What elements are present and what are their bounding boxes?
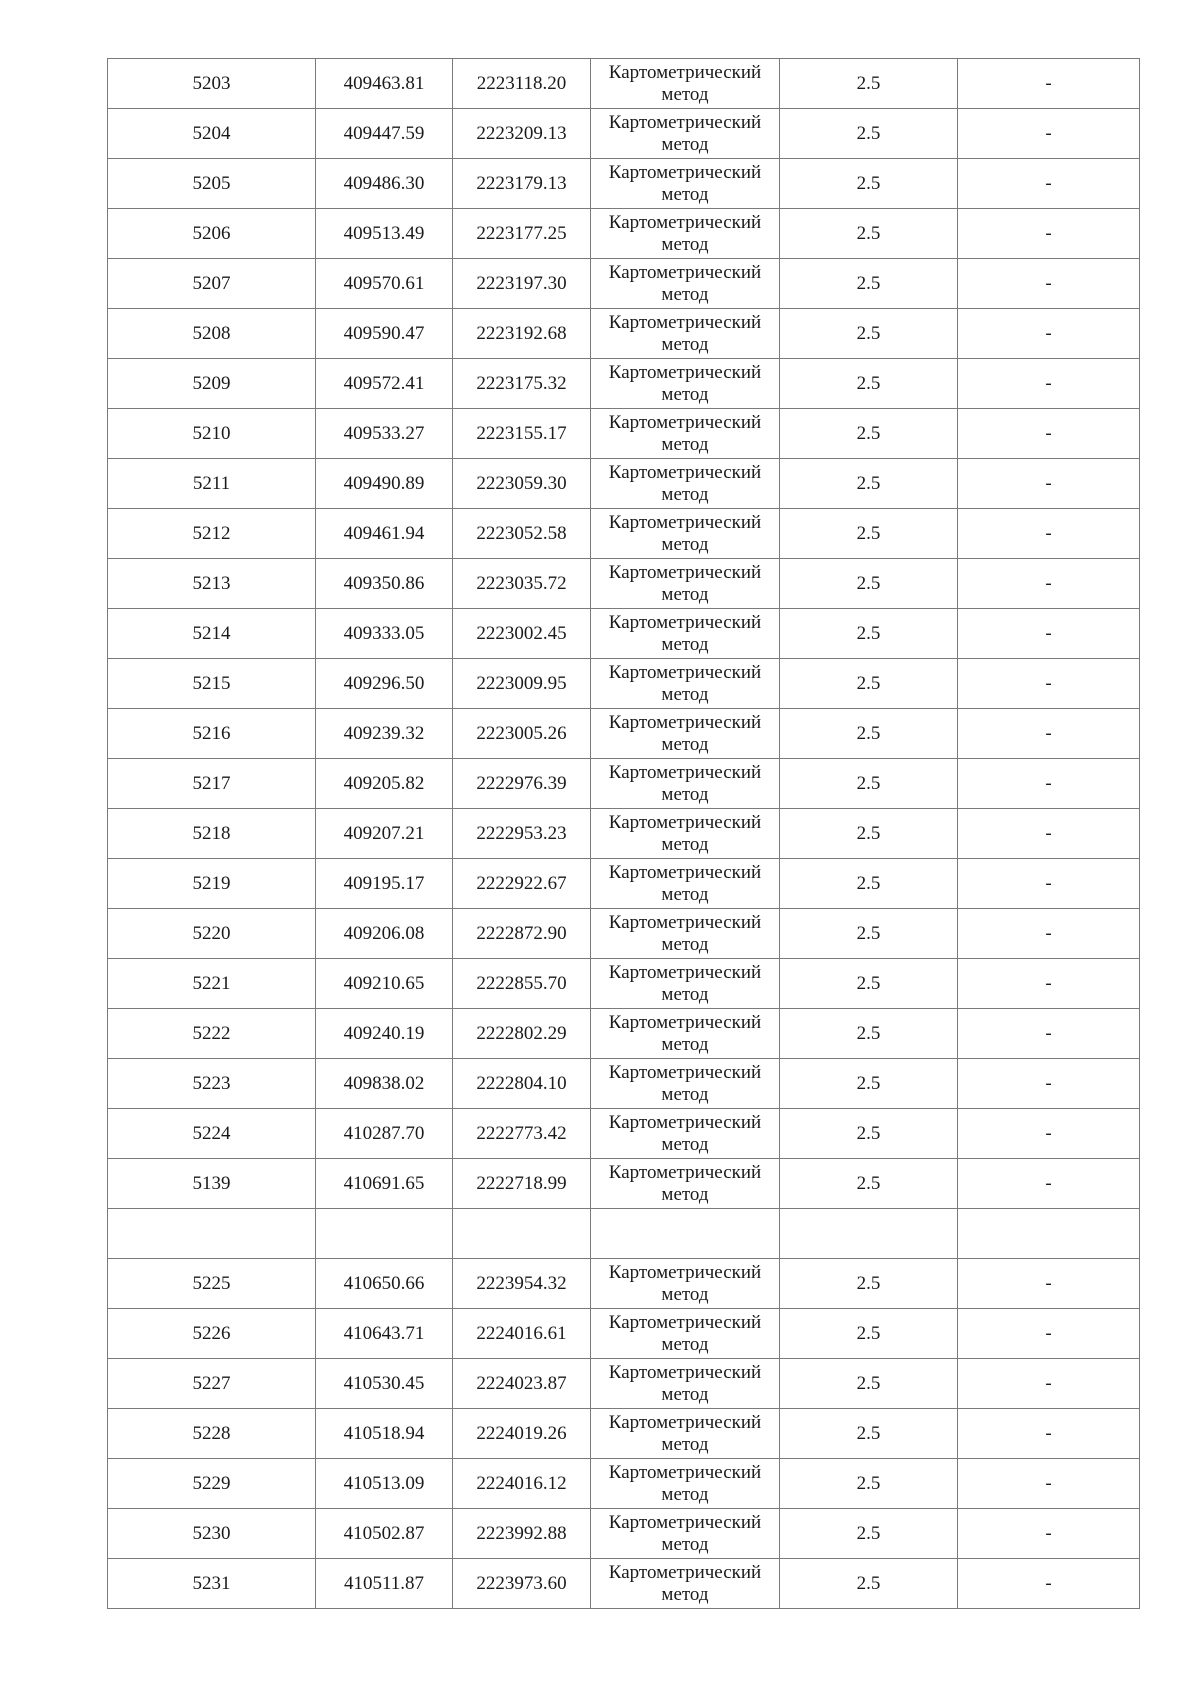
accuracy-cell: 2.5 bbox=[780, 259, 958, 309]
x-coordinate-cell: 409570.61 bbox=[316, 259, 453, 309]
method-cell: Картометрический метод bbox=[591, 609, 780, 659]
table-row bbox=[108, 759, 1140, 809]
table-row bbox=[108, 909, 1140, 959]
accuracy-cell: 2.5 bbox=[780, 1459, 958, 1509]
accuracy-cell: 2.5 bbox=[780, 1559, 958, 1609]
y-coordinate-cell: 2222976.39 bbox=[453, 759, 591, 809]
note-cell: - bbox=[958, 1259, 1140, 1309]
note-cell: - bbox=[958, 259, 1140, 309]
method-cell: Картометрический метод bbox=[591, 709, 780, 759]
point-number-cell: 5229 bbox=[108, 1459, 316, 1509]
accuracy-cell bbox=[780, 1209, 958, 1259]
table-row bbox=[108, 1209, 1140, 1259]
y-coordinate-cell: 2223177.25 bbox=[453, 209, 591, 259]
table-row bbox=[108, 459, 1140, 509]
note-cell bbox=[958, 1209, 1140, 1259]
note-cell: - bbox=[958, 1359, 1140, 1409]
point-number-cell: 5226 bbox=[108, 1309, 316, 1359]
method-cell: Картометрический метод bbox=[591, 1109, 780, 1159]
accuracy-cell: 2.5 bbox=[780, 1409, 958, 1459]
note-cell: - bbox=[958, 1159, 1140, 1209]
x-coordinate-cell: 409490.89 bbox=[316, 459, 453, 509]
method-cell: Картометрический метод bbox=[591, 1509, 780, 1559]
x-coordinate-cell: 409350.86 bbox=[316, 559, 453, 609]
y-coordinate-cell: 2223052.58 bbox=[453, 509, 591, 559]
method-cell: Картометрический метод bbox=[591, 1359, 780, 1409]
note-cell: - bbox=[958, 1109, 1140, 1159]
y-coordinate-cell: 2223992.88 bbox=[453, 1509, 591, 1559]
accuracy-cell: 2.5 bbox=[780, 759, 958, 809]
x-coordinate-cell: 409205.82 bbox=[316, 759, 453, 809]
point-number-cell: 5210 bbox=[108, 409, 316, 459]
note-cell: - bbox=[958, 609, 1140, 659]
y-coordinate-cell: 2222773.42 bbox=[453, 1109, 591, 1159]
y-coordinate-cell: 2223035.72 bbox=[453, 559, 591, 609]
accuracy-cell: 2.5 bbox=[780, 909, 958, 959]
accuracy-cell: 2.5 bbox=[780, 59, 958, 109]
x-coordinate-cell: 410643.71 bbox=[316, 1309, 453, 1359]
accuracy-cell: 2.5 bbox=[780, 1159, 958, 1209]
note-cell: - bbox=[958, 459, 1140, 509]
table-row bbox=[108, 259, 1140, 309]
note-cell: - bbox=[958, 1559, 1140, 1609]
note-cell: - bbox=[958, 309, 1140, 359]
x-coordinate-cell: 409240.19 bbox=[316, 1009, 453, 1059]
table-row bbox=[108, 1359, 1140, 1409]
x-coordinate-cell: 410511.87 bbox=[316, 1559, 453, 1609]
point-number-cell: 5231 bbox=[108, 1559, 316, 1609]
y-coordinate-cell: 2224016.61 bbox=[453, 1309, 591, 1359]
x-coordinate-cell: 410513.09 bbox=[316, 1459, 453, 1509]
note-cell: - bbox=[958, 559, 1140, 609]
table-row bbox=[108, 559, 1140, 609]
point-number-cell: 5213 bbox=[108, 559, 316, 609]
y-coordinate-cell: 2222953.23 bbox=[453, 809, 591, 859]
point-number-cell: 5215 bbox=[108, 659, 316, 709]
table-row bbox=[108, 309, 1140, 359]
x-coordinate-cell: 409195.17 bbox=[316, 859, 453, 909]
y-coordinate-cell: 2223192.68 bbox=[453, 309, 591, 359]
accuracy-cell: 2.5 bbox=[780, 1309, 958, 1359]
coordinates-table-body bbox=[108, 59, 1140, 1609]
accuracy-cell: 2.5 bbox=[780, 1009, 958, 1059]
method-cell: Картометрический метод bbox=[591, 459, 780, 509]
y-coordinate-cell: 2223209.13 bbox=[453, 109, 591, 159]
point-number-cell: 5227 bbox=[108, 1359, 316, 1409]
y-coordinate-cell: 2223002.45 bbox=[453, 609, 591, 659]
method-cell: Картометрический метод bbox=[591, 1259, 780, 1309]
point-number-cell: 5209 bbox=[108, 359, 316, 409]
note-cell: - bbox=[958, 959, 1140, 1009]
point-number-cell: 5230 bbox=[108, 1509, 316, 1559]
method-cell: Картометрический метод bbox=[591, 259, 780, 309]
accuracy-cell: 2.5 bbox=[780, 459, 958, 509]
x-coordinate-cell: 409572.41 bbox=[316, 359, 453, 409]
point-number-cell: 5225 bbox=[108, 1259, 316, 1309]
y-coordinate-cell: 2223118.20 bbox=[453, 59, 591, 109]
point-number-cell: 5228 bbox=[108, 1409, 316, 1459]
note-cell: - bbox=[958, 709, 1140, 759]
table-row bbox=[108, 1059, 1140, 1109]
y-coordinate-cell: 2222802.29 bbox=[453, 1009, 591, 1059]
table-row bbox=[108, 1259, 1140, 1309]
method-cell: Картометрический метод bbox=[591, 309, 780, 359]
method-cell: Картометрический метод bbox=[591, 359, 780, 409]
point-number-cell: 5204 bbox=[108, 109, 316, 159]
accuracy-cell: 2.5 bbox=[780, 809, 958, 859]
table-row bbox=[108, 409, 1140, 459]
y-coordinate-cell: 2224023.87 bbox=[453, 1359, 591, 1409]
table-row bbox=[108, 59, 1140, 109]
accuracy-cell: 2.5 bbox=[780, 359, 958, 409]
accuracy-cell: 2.5 bbox=[780, 609, 958, 659]
method-cell: Картометрический метод bbox=[591, 409, 780, 459]
x-coordinate-cell: 410518.94 bbox=[316, 1409, 453, 1459]
method-cell: Картометрический метод bbox=[591, 1309, 780, 1359]
point-number-cell: 5214 bbox=[108, 609, 316, 659]
accuracy-cell: 2.5 bbox=[780, 709, 958, 759]
table-row bbox=[108, 159, 1140, 209]
x-coordinate-cell: 410650.66 bbox=[316, 1259, 453, 1309]
method-cell: Картометрический метод bbox=[591, 1559, 780, 1609]
table-row bbox=[108, 1159, 1140, 1209]
note-cell: - bbox=[958, 809, 1140, 859]
accuracy-cell: 2.5 bbox=[780, 109, 958, 159]
table-row bbox=[108, 359, 1140, 409]
note-cell: - bbox=[958, 1309, 1140, 1359]
y-coordinate-cell: 2223179.13 bbox=[453, 159, 591, 209]
x-coordinate-cell: 409590.47 bbox=[316, 309, 453, 359]
x-coordinate-cell: 409206.08 bbox=[316, 909, 453, 959]
y-coordinate-cell: 2224016.12 bbox=[453, 1459, 591, 1509]
note-cell: - bbox=[958, 409, 1140, 459]
x-coordinate-cell: 409461.94 bbox=[316, 509, 453, 559]
table-row bbox=[108, 1559, 1140, 1609]
y-coordinate-cell: 2224019.26 bbox=[453, 1409, 591, 1459]
y-coordinate-cell: 2223005.26 bbox=[453, 709, 591, 759]
y-coordinate-cell: 2223059.30 bbox=[453, 459, 591, 509]
point-number-cell: 5219 bbox=[108, 859, 316, 909]
y-coordinate-cell: 2222855.70 bbox=[453, 959, 591, 1009]
y-coordinate-cell bbox=[453, 1209, 591, 1259]
table-row bbox=[108, 859, 1140, 909]
method-cell: Картометрический метод bbox=[591, 859, 780, 909]
note-cell: - bbox=[958, 1409, 1140, 1459]
table-row bbox=[108, 1409, 1140, 1459]
note-cell: - bbox=[958, 159, 1140, 209]
point-number-cell: 5206 bbox=[108, 209, 316, 259]
method-cell: Картометрический метод bbox=[591, 1459, 780, 1509]
y-coordinate-cell: 2223009.95 bbox=[453, 659, 591, 709]
table-row bbox=[108, 709, 1140, 759]
point-number-cell: 5222 bbox=[108, 1009, 316, 1059]
x-coordinate-cell: 409533.27 bbox=[316, 409, 453, 459]
x-coordinate-cell: 410530.45 bbox=[316, 1359, 453, 1409]
accuracy-cell: 2.5 bbox=[780, 559, 958, 609]
table-row bbox=[108, 109, 1140, 159]
x-coordinate-cell: 409333.05 bbox=[316, 609, 453, 659]
y-coordinate-cell: 2222922.67 bbox=[453, 859, 591, 909]
point-number-cell: 5139 bbox=[108, 1159, 316, 1209]
accuracy-cell: 2.5 bbox=[780, 959, 958, 1009]
accuracy-cell: 2.5 bbox=[780, 1259, 958, 1309]
point-number-cell: 5208 bbox=[108, 309, 316, 359]
table-row bbox=[108, 1109, 1140, 1159]
accuracy-cell: 2.5 bbox=[780, 859, 958, 909]
accuracy-cell: 2.5 bbox=[780, 1109, 958, 1159]
point-number-cell: 5223 bbox=[108, 1059, 316, 1109]
note-cell: - bbox=[958, 859, 1140, 909]
y-coordinate-cell: 2223954.32 bbox=[453, 1259, 591, 1309]
table-row bbox=[108, 609, 1140, 659]
x-coordinate-cell: 410502.87 bbox=[316, 1509, 453, 1559]
accuracy-cell: 2.5 bbox=[780, 659, 958, 709]
point-number-cell: 5207 bbox=[108, 259, 316, 309]
accuracy-cell: 2.5 bbox=[780, 1509, 958, 1559]
y-coordinate-cell: 2222872.90 bbox=[453, 909, 591, 959]
accuracy-cell: 2.5 bbox=[780, 309, 958, 359]
method-cell: Картометрический метод bbox=[591, 809, 780, 859]
method-cell: Картометрический метод bbox=[591, 909, 780, 959]
method-cell: Картометрический метод bbox=[591, 59, 780, 109]
x-coordinate-cell: 410287.70 bbox=[316, 1109, 453, 1159]
method-cell: Картометрический метод bbox=[591, 559, 780, 609]
method-cell: Картометрический метод bbox=[591, 959, 780, 1009]
method-cell: Картометрический метод bbox=[591, 209, 780, 259]
point-number-cell: 5205 bbox=[108, 159, 316, 209]
x-coordinate-cell: 409210.65 bbox=[316, 959, 453, 1009]
x-coordinate-cell: 409513.49 bbox=[316, 209, 453, 259]
method-cell: Картометрический метод bbox=[591, 759, 780, 809]
accuracy-cell: 2.5 bbox=[780, 1059, 958, 1109]
table-row bbox=[108, 1309, 1140, 1359]
y-coordinate-cell: 2222804.10 bbox=[453, 1059, 591, 1109]
y-coordinate-cell: 2223973.60 bbox=[453, 1559, 591, 1609]
x-coordinate-cell: 409207.21 bbox=[316, 809, 453, 859]
method-cell bbox=[591, 1209, 780, 1259]
note-cell: - bbox=[958, 1009, 1140, 1059]
note-cell: - bbox=[958, 909, 1140, 959]
accuracy-cell: 2.5 bbox=[780, 209, 958, 259]
method-cell: Картометрический метод bbox=[591, 159, 780, 209]
accuracy-cell: 2.5 bbox=[780, 509, 958, 559]
x-coordinate-cell: 409239.32 bbox=[316, 709, 453, 759]
y-coordinate-cell: 2223175.32 bbox=[453, 359, 591, 409]
accuracy-cell: 2.5 bbox=[780, 409, 958, 459]
note-cell: - bbox=[958, 59, 1140, 109]
x-coordinate-cell: 409296.50 bbox=[316, 659, 453, 709]
table-row bbox=[108, 509, 1140, 559]
method-cell: Картометрический метод bbox=[591, 509, 780, 559]
point-number-cell: 5203 bbox=[108, 59, 316, 109]
note-cell: - bbox=[958, 759, 1140, 809]
table-row bbox=[108, 659, 1140, 709]
point-number-cell: 5220 bbox=[108, 909, 316, 959]
method-cell: Картометрический метод bbox=[591, 1409, 780, 1459]
note-cell: - bbox=[958, 209, 1140, 259]
x-coordinate-cell: 409838.02 bbox=[316, 1059, 453, 1109]
x-coordinate-cell: 410691.65 bbox=[316, 1159, 453, 1209]
note-cell: - bbox=[958, 1059, 1140, 1109]
x-coordinate-cell: 409486.30 bbox=[316, 159, 453, 209]
y-coordinate-cell: 2223155.17 bbox=[453, 409, 591, 459]
table-row bbox=[108, 809, 1140, 859]
point-number-cell: 5218 bbox=[108, 809, 316, 859]
note-cell: - bbox=[958, 509, 1140, 559]
point-number-cell bbox=[108, 1209, 316, 1259]
method-cell: Картометрический метод bbox=[591, 1159, 780, 1209]
table-row bbox=[108, 209, 1140, 259]
table-row bbox=[108, 1509, 1140, 1559]
note-cell: - bbox=[958, 359, 1140, 409]
method-cell: Картометрический метод bbox=[591, 1059, 780, 1109]
y-coordinate-cell: 2223197.30 bbox=[453, 259, 591, 309]
method-cell: Картометрический метод bbox=[591, 659, 780, 709]
table-row bbox=[108, 959, 1140, 1009]
coordinates-table bbox=[107, 58, 1140, 1609]
point-number-cell: 5216 bbox=[108, 709, 316, 759]
note-cell: - bbox=[958, 1509, 1140, 1559]
point-number-cell: 5221 bbox=[108, 959, 316, 1009]
accuracy-cell: 2.5 bbox=[780, 1359, 958, 1409]
y-coordinate-cell: 2222718.99 bbox=[453, 1159, 591, 1209]
x-coordinate-cell: 409463.81 bbox=[316, 59, 453, 109]
table-row bbox=[108, 1459, 1140, 1509]
point-number-cell: 5212 bbox=[108, 509, 316, 559]
x-coordinate-cell bbox=[316, 1209, 453, 1259]
point-number-cell: 5224 bbox=[108, 1109, 316, 1159]
note-cell: - bbox=[958, 1459, 1140, 1509]
table-row bbox=[108, 1009, 1140, 1059]
note-cell: - bbox=[958, 109, 1140, 159]
method-cell: Картометрический метод bbox=[591, 109, 780, 159]
accuracy-cell: 2.5 bbox=[780, 159, 958, 209]
point-number-cell: 5211 bbox=[108, 459, 316, 509]
x-coordinate-cell: 409447.59 bbox=[316, 109, 453, 159]
point-number-cell: 5217 bbox=[108, 759, 316, 809]
note-cell: - bbox=[958, 659, 1140, 709]
method-cell: Картометрический метод bbox=[591, 1009, 780, 1059]
